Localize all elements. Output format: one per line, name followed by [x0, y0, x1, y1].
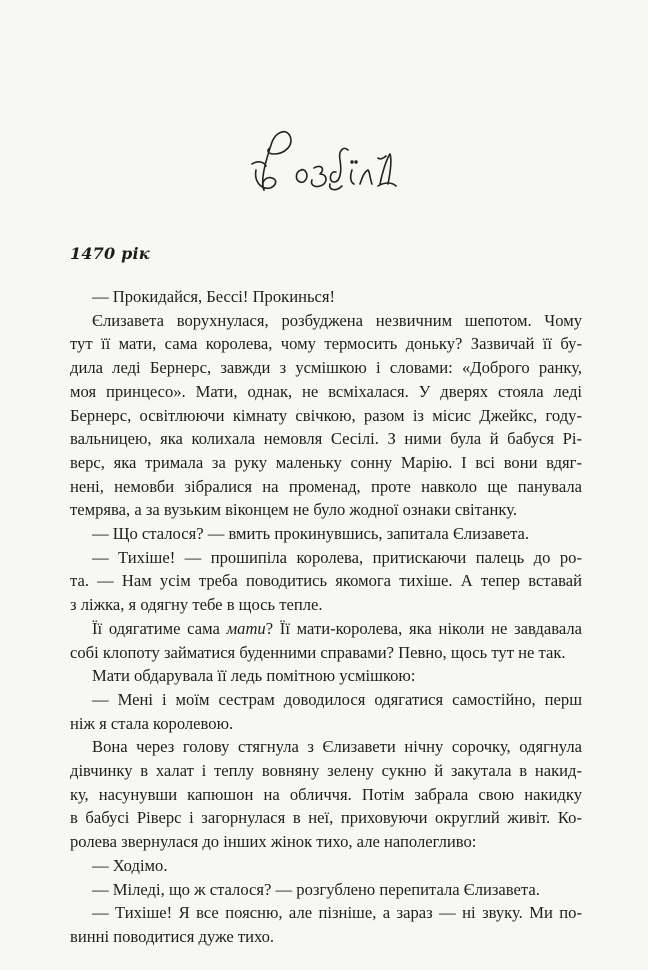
text-line: Бернерс, освітлюючи кімнату свічкою, разом із місис Джейкс, году-: [70, 405, 582, 425]
text-line: верс, яка тримала за руку маленьку сонну Марію. І всі вони вдяг-: [70, 452, 582, 472]
text-line: собі клопоту займатися буденними справами? Певно, щось тут не так.: [70, 642, 566, 662]
text-line: — Міледі, що ж сталося? — розгублено перепитала Єлизавета.: [92, 879, 540, 899]
text-line: моя принцесо». Мати, однак, не всміхалася. У дверях стояла леді: [70, 381, 582, 401]
text-line: нені, немовби зібралися на променад, проте навколо ще панувала: [70, 476, 582, 496]
text-line: винні поводитися дуже тихо.: [70, 926, 275, 946]
chapter-body-text: [70, 285, 582, 949]
text-line: дила леді Бернерс, завжди з усмішкою і словами: «Доброго ранку,: [70, 358, 582, 378]
text-line: темрява, а за вузьким віконцем не було жодної ознаки світанку.: [70, 500, 517, 520]
text-line: — Тихіше! Я все поясню, але пізніше, а зараз — ні звуку. Ми по-: [92, 903, 582, 923]
text-line: Вона через голову стягнула з Єлизавети нічну сорочку, одягнула: [92, 737, 582, 757]
text-line: ніж я стала королевою.: [70, 713, 234, 733]
text-line: Мати обдарувала її ледь помітною усмішкою:: [92, 666, 416, 686]
text-line: — Тихіше! — прошипіла королева, притискаючи палець до ро-: [92, 547, 582, 567]
text-line: з ліжка, я одягну тебе в щось тепле.: [70, 595, 323, 615]
text-line: в бабусі Ріверс і загорнулася в неї, приховуючи округлий живіт. Ко-: [70, 808, 582, 828]
text-line: ролева звернулася до інших жінок тихо, але наполегливо:: [70, 832, 477, 852]
text-line: — Ходімо.: [92, 855, 168, 875]
text-line: тут її мати, сама королева, чому термосить доньку? Зазвичай її бу-: [70, 334, 582, 354]
text-line: та. — Нам усім треба поводитись якомога тихіше. А тепер вставай: [70, 571, 582, 591]
chapter-title-calligraphy: [250, 120, 400, 200]
text-line: Її одягатиме сама мати? Її мати-королева, яка ніколи не завдавала: [92, 618, 582, 638]
text-line: вальницею, яка колихала немовля Сесілі. З ними була й бабуся Рі-: [70, 429, 582, 449]
text-line: Єлизавета ворухнулася, розбуджена незвичним шепотом. Чому: [92, 310, 582, 330]
text-line: — Мені і моїм сестрам доводилося одягатися самостійно, перш: [92, 689, 582, 709]
text-line: ку, насунувши капюшон на обличчя. Потім забрала свою накидку: [70, 784, 582, 804]
year-heading: 1470 рік: [70, 244, 150, 263]
chapter-heading: [250, 120, 400, 200]
text-line: — Що сталося? — вмить прокинувшись, запитала Єлизавета.: [92, 524, 530, 544]
text-line: — Прокидайся, Бессі! Прокинься!: [92, 287, 336, 306]
text-line: дівчинку в халат і теплу вовняну зелену сукню й закутала в накид-: [70, 761, 582, 781]
